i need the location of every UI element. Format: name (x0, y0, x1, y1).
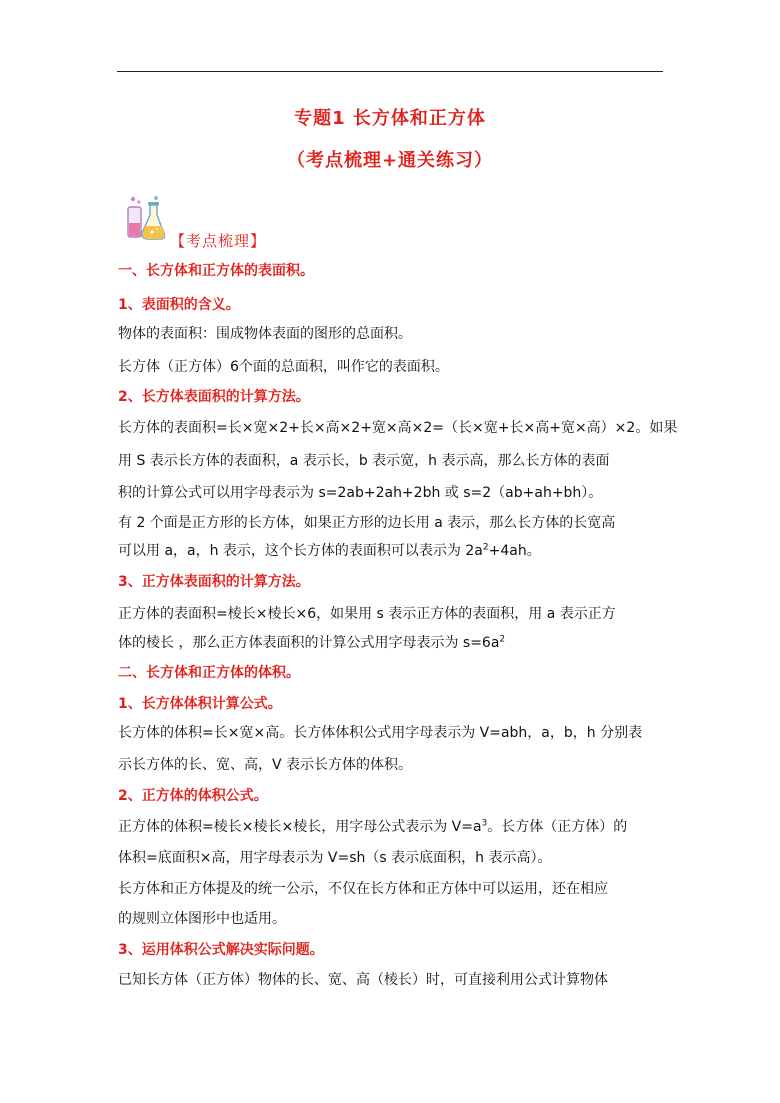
line-text: 1、长方体体积计算公式。 (118, 696, 282, 712)
line-text: 长方体的体积=长×宽×高。长方体体积公式用字母表示为 V=abh，a，b，h 分别表 (118, 725, 643, 741)
section-heading (118, 261, 664, 281)
body-text-line (118, 418, 678, 438)
body-text-line (118, 483, 664, 503)
body-text-line (118, 633, 664, 653)
line-text: 一、长方体和正方体的表面积。 (118, 263, 314, 279)
body-text-line (118, 324, 664, 344)
body-text-line (118, 513, 664, 533)
line-text: 2、长方体表面积的计算方法。 (118, 389, 310, 405)
line-text: 有 2 个面是正方形的长方体，如果正方形的边长用 a 表示，那么长方体的长宽高 (118, 515, 616, 531)
line-text: 3、运用体积公式解决实际问题。 (118, 942, 324, 958)
body-text-line (118, 541, 664, 561)
page-title: 专题1 长方体和正方体 (294, 108, 486, 129)
section-heading (118, 940, 664, 960)
line-text: 可以用 a，a，h 表示，这个长方体的表面积可以表示为 2a (118, 543, 483, 559)
body-text-line (118, 451, 664, 471)
body-text-line (118, 879, 664, 899)
superscript: 2 (499, 634, 506, 645)
page-subtitle: （考点梳理+通关练习） (286, 150, 494, 171)
line-text: 正方体的表面积=棱长×棱长×6，如果用 s 表示正方体的表面积，用 a 表示正方 (118, 606, 616, 622)
body-text-line (118, 909, 664, 929)
line-text: 体积=底面积×高，用字母表示为 V=sh（s 表示底面积，h 表示高）。 (118, 850, 552, 866)
lab-flask-icon (126, 195, 166, 241)
line-text: 2、正方体的体积公式。 (118, 788, 268, 804)
line-text: 3、正方体表面积的计算方法。 (118, 574, 310, 590)
line-text: 长方体和正方体提及的统一公示，不仅在长方体和正方体中可以运用，还在相应 (118, 881, 608, 897)
section-heading (118, 694, 664, 714)
line-text: 正方体的体积=棱长×棱长×棱长，用字母公式表示为 V=a (118, 819, 482, 835)
body-text-line (118, 817, 664, 837)
line-text: 长方体（正方体）6个面的总面积，叫作它的表面积。 (118, 359, 449, 375)
line-text-continued: 。长方体（正方体）的 (487, 819, 628, 835)
line-text: 体的棱长 ，那么正方体表面积的计算公式用字母表示为 s=6a (118, 635, 500, 651)
line-text: 1、表面积的含义。 (118, 297, 240, 313)
line-text: 二、长方体和正方体的体积。 (118, 665, 300, 681)
body-text-line (118, 848, 664, 868)
line-text: 用 S 表示长方体的表面积，a 表示长，b 表示宽，h 表示高，那么长方体的表面 (118, 453, 610, 469)
section-heading (118, 786, 664, 806)
body-text-line (118, 723, 664, 743)
top-rule (117, 71, 663, 72)
line-text: 的规则立体图形中也适用。 (118, 911, 286, 927)
body-text-line (118, 755, 664, 775)
section-heading (118, 572, 664, 592)
body-text-line (118, 604, 664, 624)
superscript: 3 (481, 818, 488, 829)
line-text: 长方体的表面积=长×宽×2+长×高×2+宽×高×2=（长×宽+长×高+宽×高）×2。如果 (118, 420, 678, 436)
line-text: 示长方体的长、宽、高，V 表示长方体的体积。 (118, 757, 413, 773)
line-text: 物体的表面积：围成物体表面的图形的总面积。 (118, 326, 412, 342)
superscript: 2 (482, 542, 489, 553)
body-text-line (118, 357, 664, 377)
section-heading (118, 387, 664, 407)
section-heading (118, 663, 664, 683)
section-tag: 【考点梳理】 (170, 232, 267, 250)
line-text-continued: +4ah。 (488, 543, 541, 559)
body-text-line (118, 970, 664, 990)
line-text: 积的计算公式可以用字母表示为 s=2ab+2ah+2bh 或 s=2（ab+ah+bh）。 (118, 485, 603, 501)
section-heading (118, 295, 664, 315)
line-text: 已知长方体（正方体）物体的长、宽、高（棱长）时，可直接利用公式计算物体 (118, 972, 608, 988)
